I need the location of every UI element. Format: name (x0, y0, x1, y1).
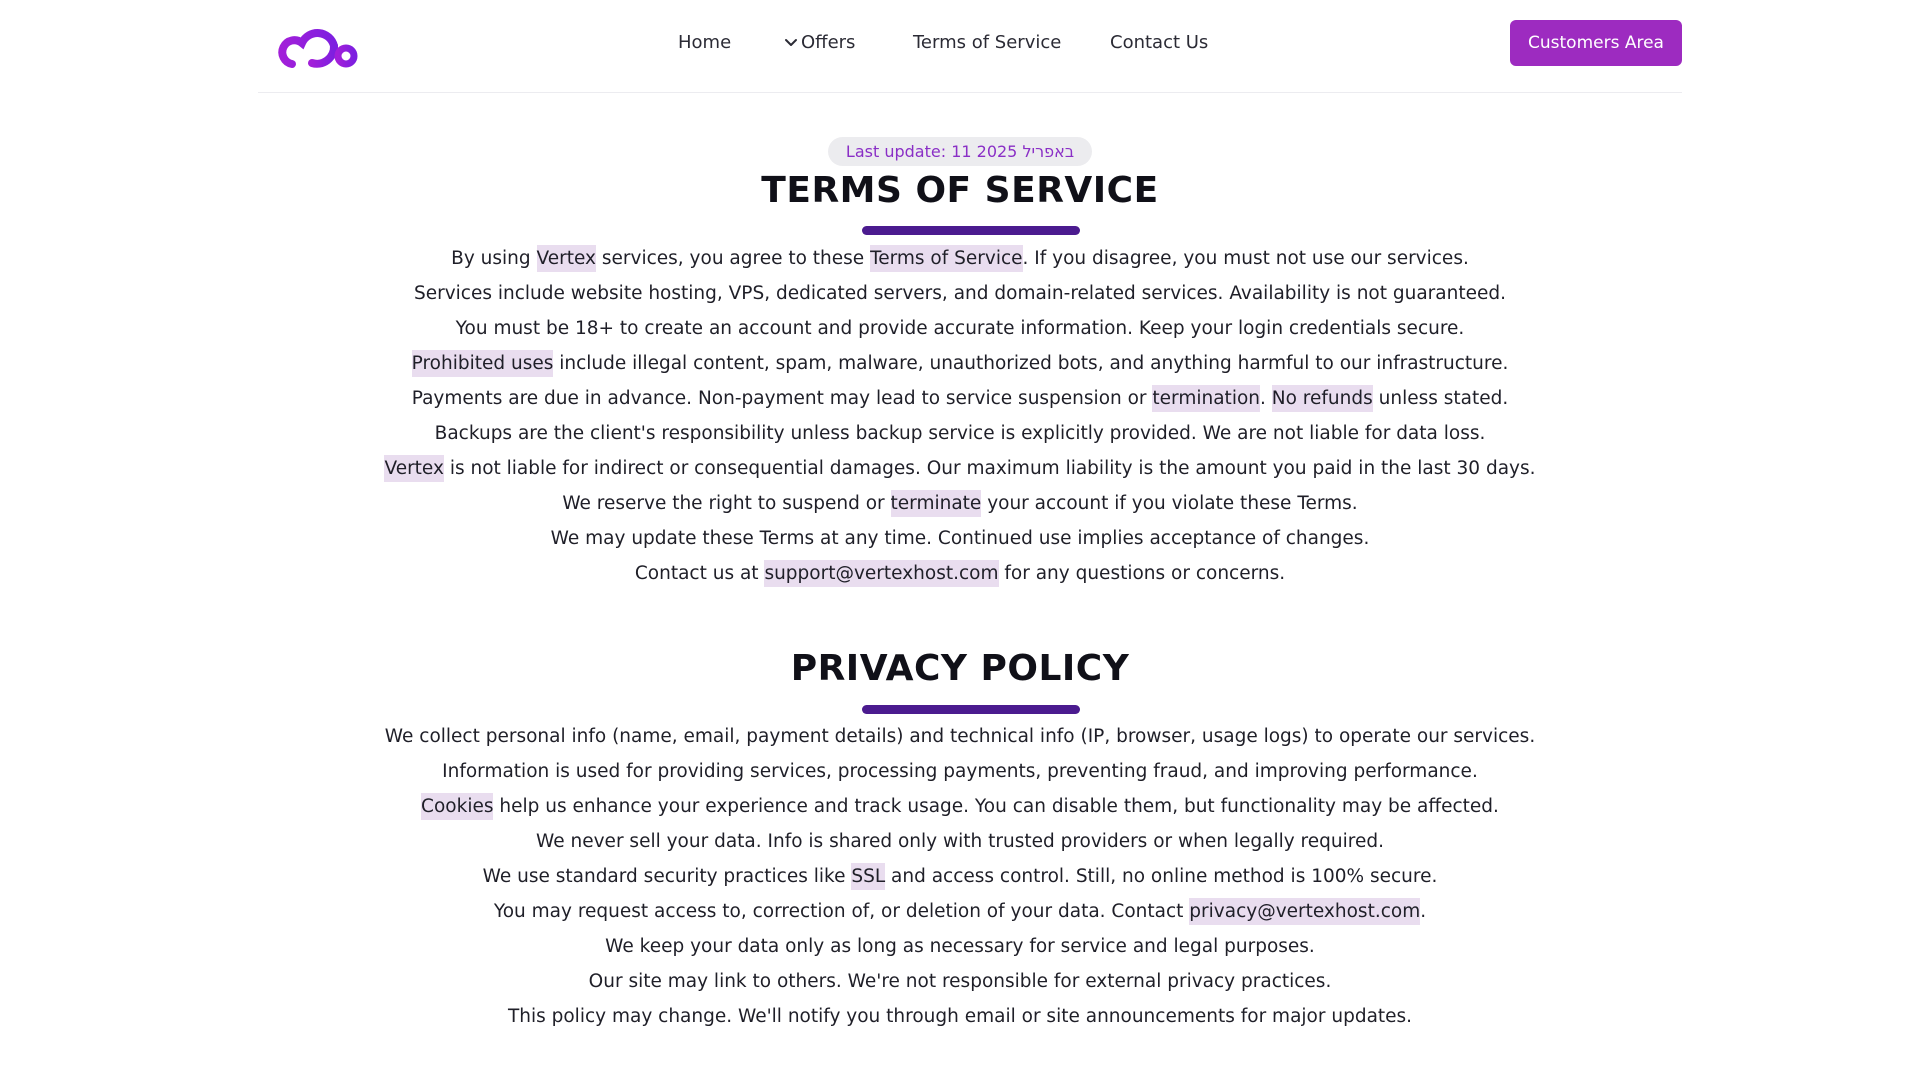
terms-content (0, 241, 1920, 591)
privacy-line: Our site may link to others. We're not responsible for external privacy practices. (588, 971, 1332, 992)
nav-terms-of-service[interactable]: Terms of Service (913, 32, 1062, 53)
chevron-down-icon (784, 28, 798, 58)
privacy-email-link[interactable]: privacy@vertexhost.com (1189, 898, 1420, 925)
text: help us enhance your experience and track usage. You can disable them, but functionality may be affected. (493, 796, 1499, 817)
last-update-badge: Last update: 11 2025 באפריל (828, 137, 1092, 166)
nav-offers[interactable] (784, 28, 855, 58)
text: We use standard security practices like (482, 866, 852, 887)
terms-line: Services include website hosting, VPS, dedicated servers, and domain-related services. Availability is not guaranteed. (413, 283, 1506, 304)
privacy-title: PRIVACY POLICY (790, 648, 1130, 689)
highlight-cookies: Cookies (421, 793, 493, 820)
highlight-terminate: terminate (891, 490, 982, 517)
site-header (258, 0, 1682, 93)
terms-line (0, 241, 1920, 276)
terms-line (0, 346, 1920, 381)
text: . (1260, 388, 1272, 409)
highlight-vertex: Vertex (537, 245, 596, 272)
text: unless stated. (1372, 388, 1509, 409)
text: By using (451, 248, 537, 269)
nav-offers-label: Offers (801, 32, 856, 53)
text: We reserve the right to suspend or (562, 493, 891, 514)
text: services, you agree to these (596, 248, 871, 269)
highlight-prohibited-uses: Prohibited uses (412, 350, 554, 377)
text: Contact us at (634, 563, 765, 584)
text: . If you disagree, you must not use our services. (1022, 248, 1469, 269)
support-email-link[interactable]: support@vertexhost.com (764, 560, 998, 587)
terms-title: TERMS OF SERVICE (761, 170, 1159, 211)
privacy-line (0, 789, 1920, 824)
privacy-line (0, 894, 1920, 929)
text: . (1420, 901, 1427, 922)
privacy-line (0, 859, 1920, 894)
customers-area-button[interactable]: Customers Area (1510, 20, 1682, 66)
privacy-line: Information is used for providing services, processing payments, preventing fraud, and improving performance. (442, 761, 1478, 782)
highlight-no-refunds: No refunds (1272, 385, 1373, 412)
privacy-title-underline (862, 705, 1080, 714)
terms-line (0, 556, 1920, 591)
text: and access control. Still, no online method is 100% secure. (885, 866, 1438, 887)
terms-line (0, 486, 1920, 521)
nav-home[interactable]: Home (678, 32, 732, 53)
highlight-terms-of-service: Terms of Service (870, 245, 1022, 272)
nav-contact-us[interactable]: Contact Us (1110, 32, 1209, 53)
terms-line (0, 451, 1920, 486)
privacy-line: We collect personal info (name, email, payment details) and technical info (IP, browser, usage logs) to operate our services. (384, 726, 1536, 747)
highlight-ssl: SSL (851, 863, 885, 890)
text: is not liable for indirect or consequential damages. Our maximum liability is the amount you paid in the last 30 days. (443, 458, 1536, 479)
privacy-content (0, 719, 1920, 1034)
privacy-line: We never sell your data. Info is shared only with trusted providers or when legally required. (536, 831, 1384, 852)
last-update-wrap (0, 137, 1920, 166)
terms-line (0, 381, 1920, 416)
terms-line: We may update these Terms at any time. Continued use implies acceptance of changes. (550, 528, 1370, 549)
privacy-line: This policy may change. We'll notify you through email or site announcements for major updates. (507, 1006, 1413, 1027)
main-nav (258, 28, 1682, 58)
text: Payments are due in advance. Non-payment may lead to service suspension or (411, 388, 1153, 409)
text: include illegal content, spam, malware, unauthorized bots, and anything harmful to our infrastructure. (553, 353, 1509, 374)
terms-title-underline (862, 226, 1080, 235)
text: your account if you violate these Terms. (981, 493, 1358, 514)
text: You may request access to, correction of, or deletion of your data. Contact (493, 901, 1190, 922)
text: for any questions or concerns. (998, 563, 1286, 584)
terms-line: Backups are the client's responsibility unless backup service is explicitly provided. We are not liable for data loss. (434, 423, 1486, 444)
highlight-vertex: Vertex (384, 455, 443, 482)
highlight-termination: termination (1152, 385, 1260, 412)
terms-line: You must be 18+ to create an account and provide accurate information. Keep your login credentials secure. (455, 318, 1465, 339)
privacy-line: We keep your data only as long as necessary for service and legal purposes. (605, 936, 1315, 957)
